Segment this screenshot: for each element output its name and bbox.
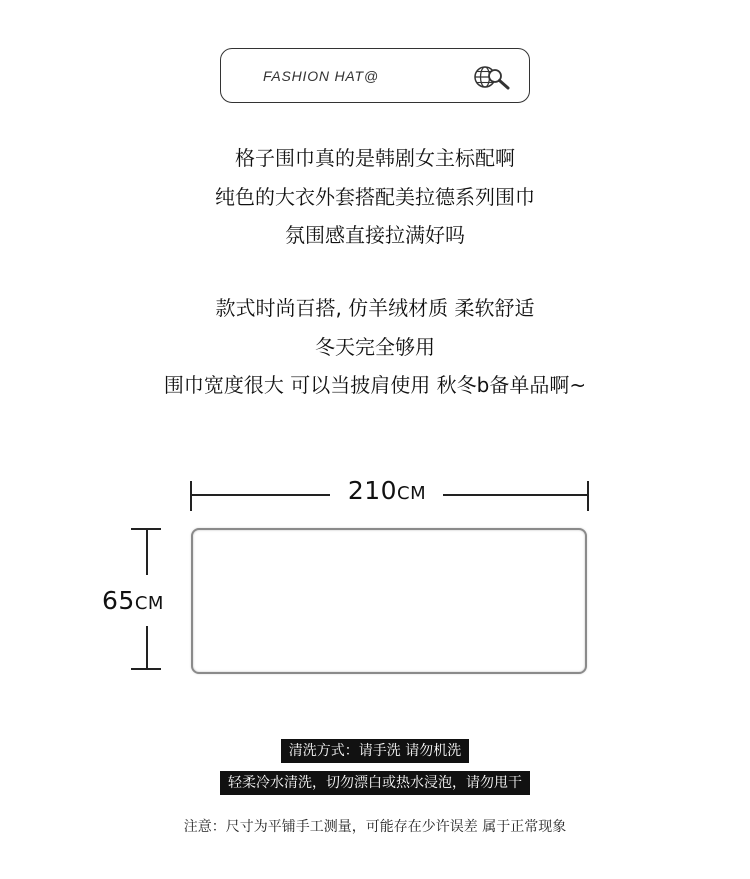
search-bar-label: FASHION HAT@	[263, 68, 379, 84]
height-value: 65	[102, 586, 135, 615]
care-line-2	[0, 771, 750, 795]
intro-line: 款式时尚百搭, 仿羊绒材质 柔软舒适	[215, 296, 535, 320]
intro-line: 纯色的大衣外套搭配美拉德系列围巾	[215, 184, 535, 209]
intro-block-2	[0, 289, 750, 405]
measurement-note: 注意：尺寸为平铺手工测量，可能存在少许误差 属于正常现象	[183, 819, 567, 835]
care-instruction-tag: 清洗方式：请手洗 请勿机洗	[281, 739, 469, 763]
height-dimension-line-top	[146, 528, 148, 575]
width-dimension-line-right	[443, 494, 588, 496]
care-line-1	[0, 739, 750, 763]
care-instruction-tag: 轻柔冷水清洗，切勿漂白或热水浸泡，请勿甩干	[220, 771, 530, 795]
width-dimension-line-left	[190, 494, 330, 496]
width-dimension-label	[332, 476, 442, 505]
height-unit: CM	[134, 593, 164, 614]
intro-line: 格子围巾真的是韩剧女主标配啊	[235, 146, 515, 170]
globe-search-icon	[473, 64, 513, 92]
search-bar	[220, 48, 530, 103]
width-dimension-tick-left	[190, 481, 192, 511]
intro-line: 冬天完全够用	[315, 334, 435, 359]
intro-line: 围巾宽度很大 可以当披肩使用 秋冬b备单品啊~	[163, 373, 587, 397]
height-dimension-label	[102, 586, 172, 615]
intro-block-1	[0, 139, 750, 255]
height-dimension-line-bottom	[146, 626, 148, 669]
width-value: 210	[347, 476, 398, 505]
scarf-outline	[191, 528, 587, 674]
width-dimension-tick-right	[587, 481, 589, 511]
width-unit: CM	[397, 483, 427, 504]
height-dimension-tick-bottom	[131, 668, 161, 670]
intro-line: 氛围感直接拉满好吗	[285, 223, 465, 247]
